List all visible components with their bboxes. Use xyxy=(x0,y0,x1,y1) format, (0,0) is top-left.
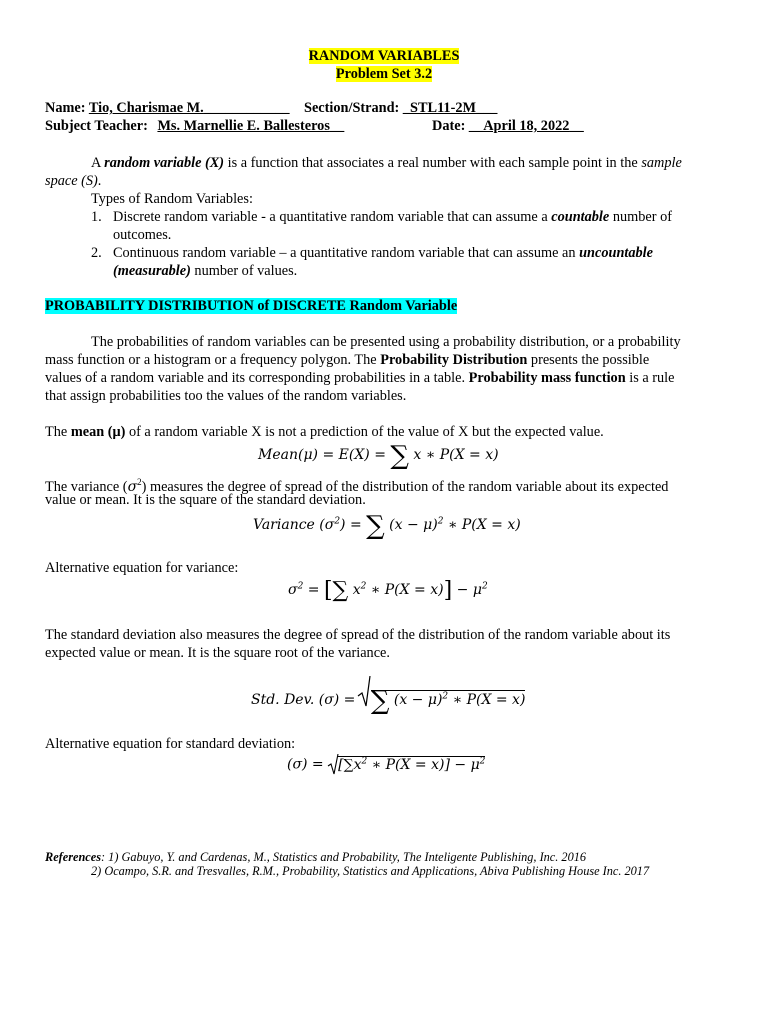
subtitle-text: Problem Set 3.2 xyxy=(335,66,433,82)
formula-text: (σ) = xyxy=(287,756,329,773)
prob-line-3 xyxy=(45,370,675,388)
list-item-text: Discrete random variable - a quantitative random variable that can assume a xyxy=(113,209,552,225)
formula-text: ∗ P(X = x) xyxy=(366,582,444,598)
teacher-label: Subject Teacher: xyxy=(45,118,148,134)
date-blank: __ xyxy=(569,118,584,134)
intro-text: A xyxy=(91,155,105,171)
sigma-symbol: σ xyxy=(127,478,138,495)
radical-sign-icon xyxy=(327,754,339,776)
document-subtitle xyxy=(0,66,768,84)
formula-text: σ xyxy=(288,582,298,598)
variance-line-2: value or mean. It is the square of the standard deviation. xyxy=(45,492,366,508)
intro-line-2 xyxy=(45,173,101,191)
name-blank: ____________ xyxy=(203,100,290,116)
close-bracket: ] xyxy=(443,578,453,603)
prob-text: values of a random variable and its corresponding probabilities in a table. xyxy=(45,370,469,386)
section-heading-text: PROBABILITY DISTRIBUTION of DISCRETE Random Variable xyxy=(45,298,458,314)
variance-formula xyxy=(253,511,521,541)
list-item-term: (measurable) xyxy=(113,263,191,279)
radical xyxy=(360,686,526,716)
formula-text: ∗ P(X = x) xyxy=(443,517,521,533)
summation-symbol: ∑ xyxy=(370,686,390,716)
formula-text: (x − μ) xyxy=(384,517,438,533)
intro-term: space (S) xyxy=(45,173,98,189)
intro-line-1 xyxy=(91,155,682,173)
date-line xyxy=(432,118,584,136)
summation-symbol: ∑ xyxy=(390,441,409,471)
teacher-line xyxy=(45,118,344,136)
prob-term: Probability mass function xyxy=(468,370,626,386)
reference-1 xyxy=(45,850,586,865)
formula-text: = xyxy=(303,582,324,598)
superscript: 2 xyxy=(479,756,486,766)
formula-text: Variance (σ xyxy=(253,517,335,533)
intro-text: . xyxy=(97,173,102,189)
variance-text: The variance ( xyxy=(45,478,128,495)
intro-term: random variable (X) xyxy=(104,155,225,171)
alt-variance-label: Alternative equation for variance: xyxy=(45,560,239,576)
superscript: 2 xyxy=(360,581,367,592)
list-item-1-cont: outcomes. xyxy=(113,227,172,243)
list-item-term: uncountable xyxy=(579,245,653,261)
formula-text: Mean(μ) = E(X) = xyxy=(258,447,391,463)
mean-term: mean (μ) xyxy=(70,424,126,440)
formula-text: x xyxy=(348,582,361,598)
sd-sentence: The standard deviation also measures the degree of spread of the distribution of the random variable about its xyxy=(45,627,671,643)
list-item-text: Continuous random variable – a quantitative random variable that can assume an xyxy=(113,245,580,261)
formula-text: (x − μ) xyxy=(389,692,443,708)
superscript: 2 xyxy=(297,581,304,592)
section-value: _STL11-2M xyxy=(402,100,476,116)
list-item-1 xyxy=(113,209,672,227)
formula-text: ∗ P(X = x)] − μ xyxy=(367,756,480,773)
name-line xyxy=(45,100,290,118)
radical-sign-icon xyxy=(357,676,371,710)
date-value: __April 18, 2022 xyxy=(468,118,570,134)
reference-2: 2) Ocampo, S.R. and Tresvalles, R.M., Probability, Statistics and Applications, Abiva Publishing House Inc. 2017 xyxy=(91,864,650,878)
radicand xyxy=(338,756,485,773)
alt-variance-formula xyxy=(288,578,488,603)
list-item-2-number: 2. xyxy=(91,245,102,261)
sd-formula xyxy=(251,686,525,716)
summation-symbol: ∑ xyxy=(332,578,349,603)
superscript: 2 xyxy=(442,691,449,702)
prob-line-4: that assign probabilities too the values of the random variables. xyxy=(45,388,407,404)
document-title xyxy=(0,48,768,66)
date-label: Date: xyxy=(432,118,466,134)
mean-text: The xyxy=(45,424,71,440)
list-item-2-cont xyxy=(113,263,297,281)
references-label: References xyxy=(45,850,101,864)
open-bracket: [ xyxy=(323,578,333,603)
formula-text: ) = xyxy=(340,517,367,533)
list-item-term: countable xyxy=(551,209,610,225)
types-heading: Types of Random Variables: xyxy=(91,191,253,207)
summation-symbol: ∑ xyxy=(366,511,385,541)
title-text: RANDOM VARIABLES xyxy=(308,48,460,64)
intro-term: sample xyxy=(641,155,682,171)
section-heading xyxy=(45,298,457,316)
superscript: 2 xyxy=(334,516,341,527)
alt-sd-label: Alternative equation for standard deviation: xyxy=(45,736,296,752)
formula-text: − μ xyxy=(452,582,482,598)
alt-sd-formula xyxy=(287,756,485,773)
name-label: Name: xyxy=(45,100,86,116)
sd-line-2: expected value or mean. It is the square root of the variance. xyxy=(45,645,390,661)
superscript: 2 xyxy=(437,516,444,527)
superscript: 2 xyxy=(137,477,142,487)
prob-line-2 xyxy=(45,352,649,370)
variance-text: ) measures the degree of spread of the distribution of the random variable about its expected xyxy=(141,478,669,495)
formula-text: Std. Dev. (σ) = xyxy=(251,692,360,708)
formula-text: [∑x xyxy=(338,756,362,773)
prob-text: is a rule xyxy=(625,370,675,386)
prob-text: mass function or a histogram or a frequency polygon. The xyxy=(45,352,381,368)
section-blank: ___ xyxy=(476,100,498,116)
formula-text: x ∗ P(X = x) xyxy=(408,447,499,463)
list-item-text: number of xyxy=(609,209,672,225)
list-item-text: number of values. xyxy=(190,263,298,279)
intro-text: is a function that associates a real number with each sample point in the xyxy=(224,155,642,171)
radicand xyxy=(370,686,526,716)
reference-text: : 1) Gabuyo, Y. and Cardenas, M., Statistics and Probability, The Inteligente Publishing, Inc. 2016 xyxy=(101,850,587,864)
superscript: 2 xyxy=(481,581,488,592)
name-value: Tio, Charismae M. xyxy=(88,100,204,116)
mean-formula xyxy=(258,441,499,471)
formula-text: ∗ P(X = x) xyxy=(448,692,526,708)
section-line xyxy=(304,100,497,118)
teacher-value: Ms. Marnellie E. Ballesteros xyxy=(157,118,330,134)
prob-term: Probability Distribution xyxy=(380,352,528,368)
prob-text: presents the possible xyxy=(527,352,650,368)
list-item-1-number: 1. xyxy=(91,209,102,225)
radical xyxy=(328,756,485,773)
prob-line-1: The probabilities of random variables can be presented using a probability distribution, or a probability xyxy=(91,334,681,350)
teacher-blank: __ xyxy=(329,118,345,134)
section-label: Section/Strand: xyxy=(304,100,400,116)
list-item-2 xyxy=(113,245,653,263)
mean-sentence xyxy=(45,424,604,442)
mean-text: of a random variable X is not a prediction of the value of X but the expected value. xyxy=(125,424,604,440)
superscript: 2 xyxy=(361,756,368,766)
